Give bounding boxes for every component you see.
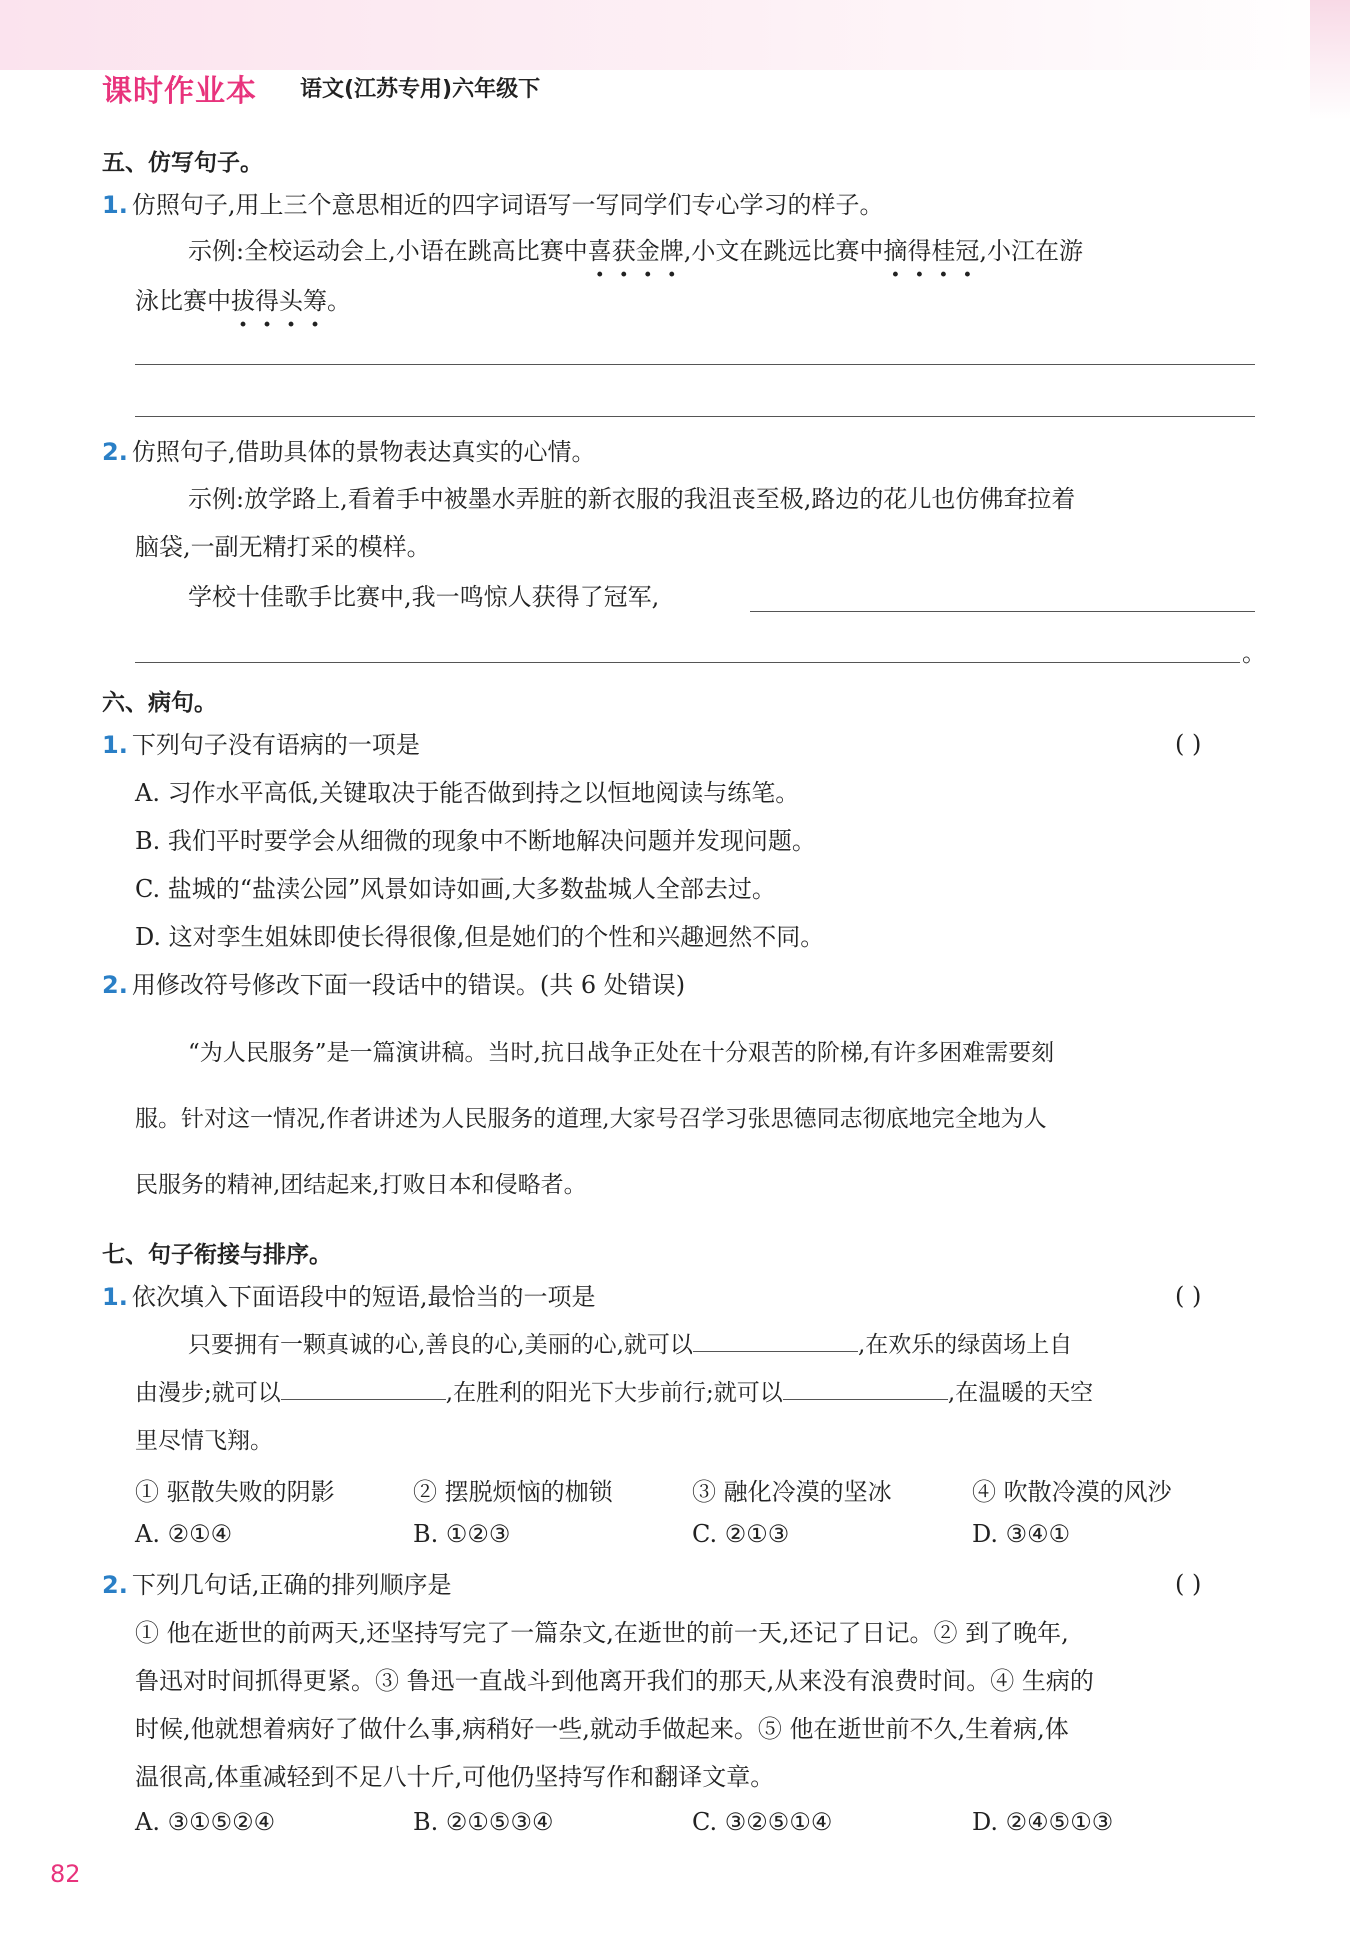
prompt-line: 学校十佳歌手比赛中,我一鸣惊人获得了冠军, [188, 583, 660, 611]
question-number: 1. [102, 191, 128, 219]
dotted-phrase: 拔得头筹 [231, 287, 327, 315]
header-band [0, 0, 1350, 70]
question-text: 下列几句话,正确的排列顺序是 [131, 1571, 452, 1599]
answer-a: A. ③①⑤②④ [135, 1808, 276, 1836]
option-b: B. 我们平时要学会从细微的现象中不断地解决问题并发现问题。 [135, 827, 816, 855]
brand-title: 课时作业本 [102, 74, 257, 109]
answer-paren[interactable]: ( ) [1175, 1570, 1202, 1598]
question-text: 仿照句子,用上三个意思相近的四字词语写一写同学们专心学习的样子。 [131, 191, 884, 219]
option-a: A. 习作水平高低,关键取决于能否做到持之以恒地阅读与练笔。 [135, 779, 800, 807]
passage-text: ,在温暖的天空 [947, 1380, 1094, 1406]
example-text: ,小文在跳远比赛中 [683, 237, 884, 265]
answer-line[interactable] [135, 364, 1255, 365]
answer-line[interactable] [135, 662, 1240, 663]
question-number: 2. [102, 438, 128, 466]
answer-paren[interactable]: ( ) [1175, 730, 1202, 758]
question-text: 下列句子没有语病的一项是 [131, 731, 420, 759]
section-6-title: 六、病句。 [102, 690, 217, 716]
question-7-1 [102, 1280, 595, 1314]
question-number: 2. [102, 1571, 128, 1599]
passage-line [135, 1376, 1093, 1410]
passage-line: “为人民服务”是一篇演讲稿。当时,抗日战争正处在十分艰苦的阶梯,有许多困难需要刻 [188, 1040, 1055, 1066]
question-text: 依次填入下面语段中的短语,最恰当的一项是 [131, 1283, 596, 1311]
passage-text: 由漫步;就可以 [135, 1380, 281, 1406]
passage-line: 温很高,体重减轻到不足八十斤,可他仍坚持写作和翻译文章。 [135, 1763, 775, 1791]
example-text: 示例:全校运动会上,小语在跳高比赛中 [188, 237, 588, 265]
answer-b: B. ②①⑤③④ [413, 1808, 554, 1836]
passage-text: ,在胜利的阳光下大步前行;就可以 [445, 1380, 783, 1406]
answer-a: A. ②①④ [135, 1520, 233, 1548]
example-line-2 [135, 284, 351, 318]
option-d: D. 这对孪生姐妹即使长得很像,但是她们的个性和兴趣迥然不同。 [135, 923, 825, 951]
header-corner [1310, 0, 1350, 120]
question-number: 1. [102, 731, 128, 759]
question-text: 仿照句子,借助具体的景物表达真实的心情。 [131, 438, 596, 466]
passage-text: ,在欢乐的绿茵场上自 [857, 1332, 1073, 1358]
passage-line [188, 1328, 1072, 1362]
passage-line: 时候,他就想着病好了做什么事,病稍好一些,就动手做起来。⑤ 他在逝世前不久,生着病,体 [135, 1715, 1069, 1743]
answer-b: B. ①②③ [413, 1520, 511, 1548]
answer-d: D. ②④⑤①③ [972, 1808, 1114, 1836]
choice-2: ② 摆脱烦恼的枷锁 [413, 1478, 613, 1506]
end-mark: 。 [1242, 639, 1266, 667]
example-line-1 [188, 234, 1083, 268]
answer-paren[interactable]: ( ) [1175, 1282, 1202, 1310]
answer-c: C. ②①③ [692, 1520, 790, 1548]
fill-blank[interactable] [783, 1398, 948, 1400]
question-6-1 [102, 728, 420, 762]
answer-c: C. ③②⑤①④ [692, 1808, 833, 1836]
choice-1: ① 驱散失败的阴影 [135, 1478, 335, 1506]
passage-line: ① 他在逝世的前两天,还坚持写完了一篇杂文,在逝世的前一天,还记了日记。② 到了晚年, [135, 1619, 1069, 1647]
passage-line: 民服务的精神,团结起来,打败日本和侵略者。 [135, 1172, 587, 1198]
book-subtitle: 语文(江苏专用)六年级下 [300, 77, 541, 102]
example-text: ,小江在游 [979, 237, 1083, 265]
example-text: 泳比赛中 [135, 287, 231, 315]
passage-line: 鲁迅对时间抓得更紧。③ 鲁迅一直战斗到他离开我们的那天,从来没有浪费时间。④ 生病的 [135, 1667, 1094, 1695]
question-5-1 [102, 188, 883, 222]
answer-d: D. ③④① [972, 1520, 1071, 1548]
example-text: 。 [327, 287, 351, 315]
question-text: 用修改符号修改下面一段话中的错误。(共 6 处错误) [131, 971, 686, 999]
dotted-phrase: 喜获金牌 [587, 237, 684, 265]
page-number: 82 [50, 1860, 81, 1888]
choice-4: ④ 吹散冷漠的风沙 [972, 1478, 1172, 1506]
question-number: 2. [102, 971, 128, 999]
question-7-2 [102, 1568, 451, 1602]
option-c: C. 盐城的“盐渎公园”风景如诗如画,大多数盐城人全部去过。 [135, 875, 776, 903]
passage-line: 里尽情飞翔。 [135, 1428, 273, 1454]
passage-text: 只要拥有一颗真诚的心,善良的心,美丽的心,就可以 [188, 1332, 693, 1358]
question-6-2 [102, 968, 685, 1002]
example-line: 脑袋,一副无精打采的模样。 [135, 533, 431, 561]
example-line: 示例:放学路上,看着手中被墨水弄脏的新衣服的我沮丧至极,路边的花儿也仿佛耷拉着 [188, 485, 1076, 513]
question-number: 1. [102, 1283, 128, 1311]
choice-3: ③ 融化冷漠的坚冰 [692, 1478, 892, 1506]
answer-line[interactable] [750, 611, 1255, 612]
question-5-2 [102, 435, 595, 469]
dotted-phrase: 摘得桂冠 [883, 237, 980, 265]
fill-blank[interactable] [693, 1350, 858, 1352]
answer-line[interactable] [135, 416, 1255, 417]
fill-blank[interactable] [281, 1398, 446, 1400]
section-5-title: 五、仿写句子。 [102, 150, 263, 176]
section-7-title: 七、句子衔接与排序。 [102, 1242, 332, 1268]
passage-line: 服。针对这一情况,作者讲述为人民服务的道理,大家号召学习张思德同志彻底地完全地为人 [135, 1106, 1047, 1132]
